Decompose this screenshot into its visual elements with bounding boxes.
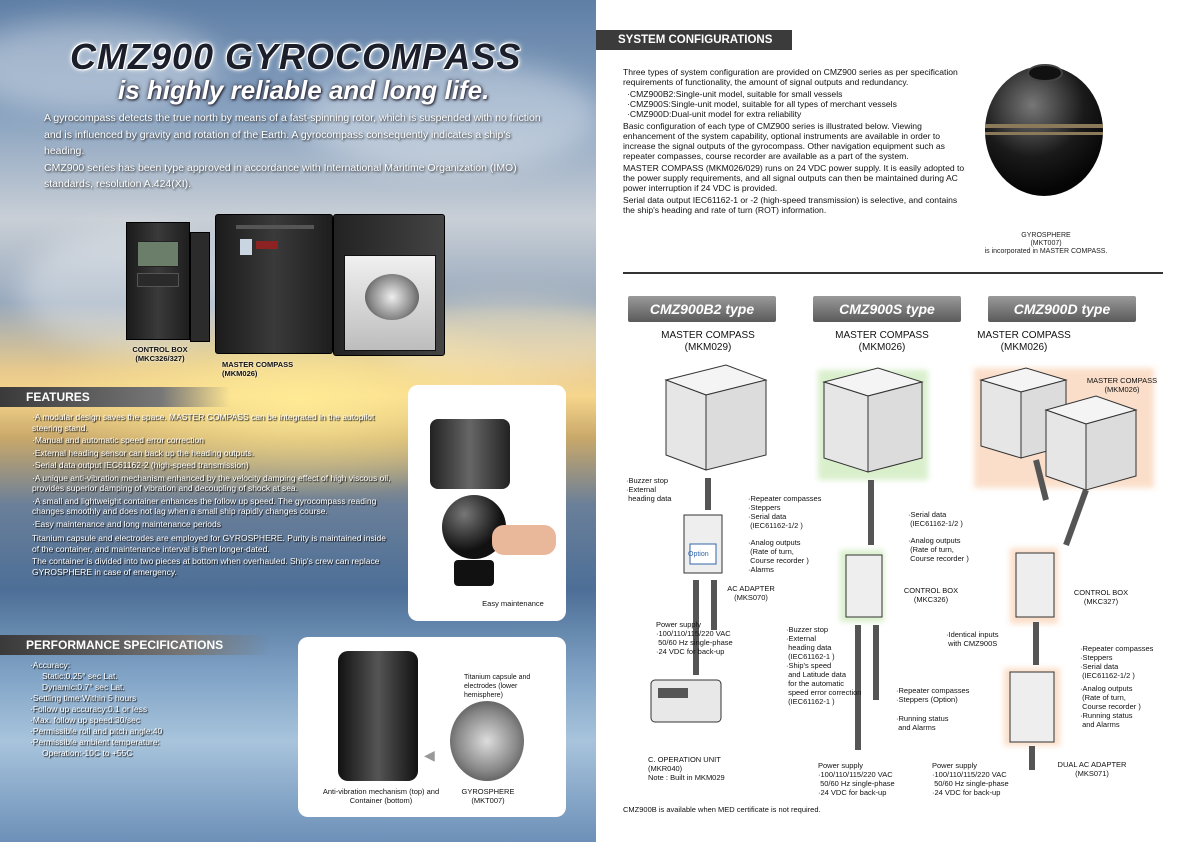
perf-item: Operation:-10C to +55C: [42, 748, 133, 758]
s-analog-label: ·Analog outputs (Rate of turn, Course recorder ): [908, 536, 969, 563]
d-identical-label: ·Identical inputs with CMZ900S: [946, 630, 999, 648]
gyrosphere-top: [1027, 64, 1063, 82]
feature-item: ·Serial data output IEC61162-2 (high-speed transmission): [32, 460, 249, 470]
control-box-door: [190, 232, 210, 342]
system-paragraph: Serial data output IEC61162-1 or -2 (high-speed transmission) is selective, and contains the ship's heading and rate of turn (ROT) information.: [623, 195, 958, 215]
easy-maintenance-caption: Easy maintenance: [482, 599, 544, 608]
perf-item: Dynamic:0.7° sec Lat.: [42, 682, 125, 692]
container-base: [454, 560, 494, 586]
gyrosphere-ball-image: [985, 66, 1103, 196]
page-subtitle: is highly reliable and long life.: [118, 75, 490, 105]
d-control-box-label: [1066, 588, 1136, 606]
feature-item: ·External heading sensor can back up the heading outputs.: [32, 447, 255, 458]
s-running-label: ·Running status and Alarms: [896, 714, 949, 732]
gyrosphere-caption: [976, 232, 1116, 256]
label-model: (MKM026): [1000, 342, 1048, 353]
anti-vibration-caption: Anti-vibration mechanism (top) and Container (bottom): [322, 787, 440, 805]
label-note: Note : Built in MKM029: [648, 773, 725, 782]
label-text: MASTER COMPASS: [835, 330, 929, 341]
features-heading: FEATURES: [0, 387, 230, 407]
dual-ac-adapter-label: [1052, 760, 1132, 778]
system-item: ·CMZ900B2:Single-unit model, suitable for small vessels: [627, 89, 843, 99]
arrow-left-icon: ◀: [424, 747, 435, 763]
perf-item: Static:0.25° sec Lat.: [42, 671, 118, 681]
label-model: (MKC326): [913, 595, 949, 604]
type-header-d: CMZ900D type: [988, 296, 1136, 322]
s-control-box-label: [896, 586, 966, 604]
page-title: CMZ900 GYROCOMPASS: [70, 36, 522, 77]
label-model: (MKM026): [1104, 385, 1140, 394]
b2-operation-unit: [651, 680, 721, 722]
option-label: Option: [688, 551, 709, 558]
gyrosphere-capsule-image: [450, 701, 524, 781]
gyrosphere-caption: [458, 787, 518, 805]
op-unit-label: [648, 755, 725, 782]
system-diagram: [596, 350, 1191, 800]
system-configurations-heading: SYSTEM CONFIGURATIONS: [596, 30, 792, 50]
footnote: CMZ900B is available when MED certificate is not required.: [623, 805, 821, 814]
caption-model: (MKT007): [1030, 240, 1062, 247]
gyrosphere-figure: [981, 60, 1111, 220]
hands-image: [492, 525, 556, 555]
type-header-s: CMZ900S type: [813, 296, 961, 322]
gyrosphere-band: [985, 132, 1103, 135]
feature-note: Titanium capsule and electrodes are employed for GYROSPHERE. Purity is maintained inside of the container, and maintenance interval is then longer-dated.: [32, 533, 387, 554]
gyro-mechanism: [365, 274, 419, 320]
label-text: DUAL AC ADAPTER: [1057, 760, 1127, 769]
maintenance-photo: [408, 385, 566, 621]
label-text: CONTROL BOX: [1073, 588, 1129, 597]
d-dual-ac-adapter: [1010, 672, 1054, 742]
label-text: MASTER COMPASS: [977, 330, 1071, 341]
master-compass-open-image: [333, 214, 445, 356]
caption-text: GYROSPHERE: [461, 787, 515, 796]
label-model: (MKR040): [648, 764, 683, 773]
perf-item: ·Max. follow up speed:30/sec: [30, 715, 141, 725]
gyrosphere-photo: [298, 637, 566, 817]
vent: [236, 225, 314, 229]
label-model: (MKM029): [684, 342, 732, 353]
control-box-image: [126, 222, 190, 340]
op-display: [658, 688, 688, 698]
display-panel: [137, 241, 179, 267]
b2-repeater-label: ·Repeater compasses ·Steppers ·Serial data (IEC61162-1/2 ): [748, 494, 822, 530]
intro-paragraph: A gyrocompass detects the true north by means of a fast-spinning rotor, which is suspended with no friction and is influenced by gravity and rotation of the Earth. A gyrocompass consequently indicates a ship's heading.: [44, 112, 541, 157]
ac-adapter-label: [716, 584, 786, 602]
type-header-b2: CMZ900B2 type: [628, 296, 776, 322]
label-model: (MKS071): [1075, 769, 1109, 778]
label-model: (MKM026): [858, 342, 906, 353]
feature-item: ·Easy maintenance and long maintenance periods: [32, 518, 222, 529]
b2-analog-label: ·Analog outputs (Rate of turn, Course recorder ) ·Alarms: [748, 538, 809, 574]
control-box-caption: [120, 345, 200, 363]
master-compass-caption: [222, 360, 312, 378]
s-buzzer-label: ·Buzzer stop ·External heading data (IEC61162-1 ) ·Ship's speed and Latitude data for the automatic speed error correction (IEC61162-1 ): [786, 625, 862, 706]
d-control-box: [1016, 553, 1054, 617]
system-text: [623, 67, 968, 217]
intro-text: [44, 110, 544, 193]
s-control-box: [846, 555, 882, 617]
s-repeater-label: ·Repeater compasses ·Steppers (Option): [896, 686, 970, 704]
system-item: ·CMZ900D:Dual-unit model for extra reliability: [627, 109, 802, 119]
b2-buzzer-label: ·Buzzer stop ·External heading data: [626, 476, 672, 503]
compass-interior: [344, 255, 436, 351]
system-paragraph: Three types of system configuration are provided on CMZ900 series as per specification requirements of functionality, the amount of signal outputs and redundancy.: [623, 67, 958, 87]
panel-label: [240, 239, 252, 255]
feature-item: ·A unique anti-vibration mechanism enhanced by the velocity damping effect of high viscous oil, provides superior damping of vibration and decoupling of shock at sea.: [32, 472, 391, 493]
s-power-label: Power supply ·100/110/115/220 VAC 50/60 Hz single-phase ·24 VDC for back-up: [818, 761, 895, 797]
label-model: (MKS070): [734, 593, 768, 602]
intro-paragraph: CMZ900 series has been type approved in accordance with International Maritime Organization (IMO) standards, resolution A.424(XI).: [44, 161, 517, 190]
perf-item: ·Settling time:Within 5 hours: [30, 693, 137, 703]
keypad: [137, 273, 179, 287]
feature-note: The container is divided into two pieces at bottom when overhauled. Ship's crew can replace GYROSPHERE in case of emergency.: [32, 556, 380, 577]
caption-note: is incorporated in MASTER COMPASS.: [984, 248, 1108, 255]
label-text: C. OPERATION UNIT: [648, 755, 721, 764]
b2-power-label: Power supply ·100/110/115/220 VAC 50/60 Hz single-phase ·24 VDC for back-up: [656, 620, 733, 656]
divider: [623, 272, 1163, 274]
feature-item: ·Manual and automatic speed error correction: [32, 435, 204, 445]
master-compass-image: [215, 214, 333, 354]
label-text: CONTROL BOX: [903, 586, 959, 595]
caption-text: CONTROL BOX: [132, 345, 188, 354]
gyro-unit-image: [430, 419, 510, 489]
d-master-compass-label: [1082, 376, 1162, 394]
label-text: MASTER COMPASS: [1086, 376, 1158, 385]
anti-vibration-image: [338, 651, 418, 781]
caption-model: (MKM026): [222, 369, 258, 378]
label-text: MASTER COMPASS: [661, 330, 755, 341]
right-page: [596, 0, 1191, 842]
system-paragraph: MASTER COMPASS (MKM026/029) runs on 24 VDC power supply. It is easily adopted to the power supply requirements, and all signal outputs can then be maintained during AC power interruption if 24 VDC is provided.: [623, 163, 965, 193]
caption-model: (MKC326/327): [135, 354, 185, 363]
feature-item: ·A small and lightweight container enhances the follow up speed. The gyrocompass reading changes smoothly and does not lag when a small ship rapidly changes course.: [32, 495, 377, 516]
titanium-caption: Titanium capsule and electrodes (lower hemisphere): [464, 674, 531, 699]
performance-list: [30, 660, 290, 759]
features-list: [32, 412, 392, 579]
d-repeater-label: ·Repeater compasses ·Steppers ·Serial data (IEC61162-1/2 ): [1080, 644, 1154, 680]
performance-heading: PERFORMANCE SPECIFICATIONS: [0, 635, 270, 655]
indicator: [256, 241, 278, 249]
perf-item: ·Follow up accuracy:0.1 or less: [30, 704, 148, 714]
d-power-label: Power supply ·100/110/115/220 VAC 50/60 Hz single-phase ·24 VDC for back-up: [932, 761, 1009, 797]
s-serial-label: ·Serial data (IEC61162-1/2 ): [908, 510, 963, 528]
system-paragraph: Basic configuration of each type of CMZ900 series is illustrated below. Viewing enhancement of the system capability, optional instruments are available in order to increase the signal outputs of the gyrocompass. Other navigation equipment such as repeater compasses, course recorder are available as a part of the system.: [623, 121, 945, 161]
perf-item: ·Permissible roll and pitch angle:40: [30, 726, 163, 736]
perf-item: ·Permissible ambient temperature:: [30, 737, 160, 747]
caption-model: (MKT007): [471, 796, 505, 805]
system-item: ·CMZ900S:Single-unit model, suitable for all types of merchant vessels: [627, 99, 897, 109]
feature-item: ·A modular design saves the space. MASTER COMPASS can be integrated in the autopilot steering stand.: [32, 412, 375, 433]
s-master-compass-unit: [818, 368, 928, 480]
label-model: (MKC327): [1083, 597, 1119, 606]
d-analog-label: ·Analog outputs (Rate of turn, Course recorder ) ·Running status and Alarms: [1080, 684, 1141, 729]
b2-master-compass-unit: [666, 365, 766, 470]
label-text: AC ADAPTER: [727, 584, 775, 593]
caption-text: GYROSPHERE: [1021, 232, 1071, 239]
gyrosphere-band: [985, 124, 1103, 128]
perf-item: ·Accuracy:: [30, 660, 71, 670]
caption-text: MASTER COMPASS: [222, 360, 294, 369]
